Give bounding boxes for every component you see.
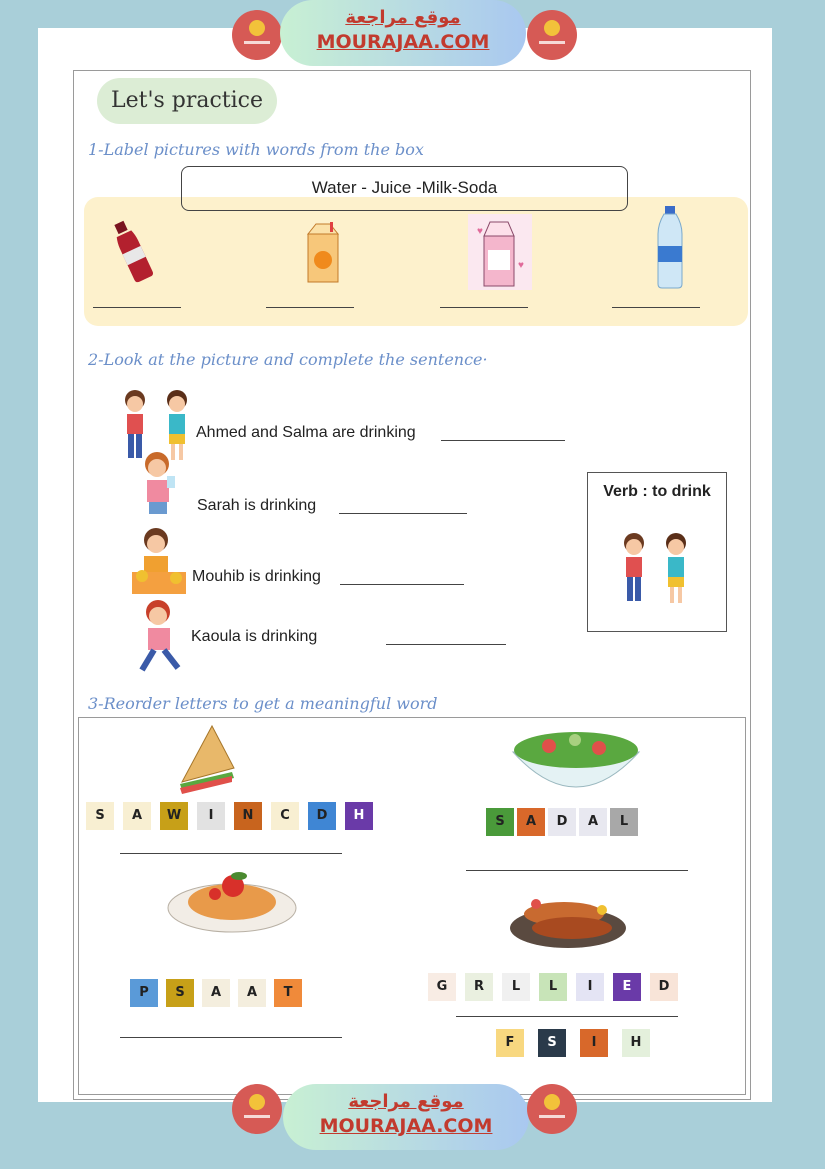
letter-tile-grilled[interactable]: I: [576, 973, 604, 1001]
logo-icon: [232, 1084, 282, 1134]
banner-arabic: موقع مراجعة: [348, 1091, 464, 1112]
children-drinking-icon: [614, 531, 700, 611]
letter-tile-sandwich[interactable]: A: [123, 802, 151, 830]
site-banner-bottom[interactable]: [283, 1084, 529, 1150]
answer-line-sandwich[interactable]: [120, 853, 342, 854]
logo-icon: [527, 1084, 577, 1134]
girl-running-icon: [130, 598, 190, 674]
letter-tile-fish[interactable]: I: [580, 1029, 608, 1057]
letter-tile-fish[interactable]: S: [538, 1029, 566, 1057]
letter-tile-sandwich[interactable]: I: [197, 802, 225, 830]
page-title: Let's practice: [97, 78, 277, 124]
answer-line-4[interactable]: [386, 644, 506, 645]
word-box: Water - Juice -Milk-Soda: [181, 166, 628, 211]
letter-tile-grilled[interactable]: L: [502, 973, 530, 1001]
letter-tile-salad[interactable]: S: [486, 808, 514, 836]
grilled-fish-icon: [506, 880, 630, 952]
site-banner-top[interactable]: [280, 0, 526, 66]
letter-tile-grilled[interactable]: E: [613, 973, 641, 1001]
letter-tile-sandwich[interactable]: N: [234, 802, 262, 830]
answer-line-pasta[interactable]: [120, 1037, 342, 1038]
letter-tile-sandwich[interactable]: D: [308, 802, 336, 830]
letter-tile-grilled[interactable]: L: [539, 973, 567, 1001]
verb-label: Verb : to drink: [603, 483, 711, 500]
pasta-icon: [165, 862, 299, 934]
verb-box: [587, 472, 727, 632]
letter-tile-grilled[interactable]: D: [650, 973, 678, 1001]
letter-tile-pasta[interactable]: S: [166, 979, 194, 1007]
water-bottle-icon: [654, 206, 686, 290]
answer-line-2[interactable]: [339, 513, 467, 514]
logo-icon: [527, 10, 577, 60]
letter-tile-salad[interactable]: L: [610, 808, 638, 836]
boy-drinking-icon: [128, 524, 188, 598]
sentence-2: Sarah is drinking: [197, 497, 317, 514]
svg-text:♥: ♥: [518, 260, 524, 271]
letter-tile-pasta[interactable]: P: [130, 979, 158, 1007]
letter-tile-salad[interactable]: A: [579, 808, 607, 836]
letter-tile-sandwich[interactable]: S: [86, 802, 114, 830]
ex3-title: 3-Reorder letters to get a meaningful word: [88, 694, 438, 713]
letter-tile-salad[interactable]: D: [548, 808, 576, 836]
soda-bottle-icon: [108, 216, 156, 286]
letter-tile-sandwich[interactable]: H: [345, 802, 373, 830]
banner-site[interactable]: MOURAJAA.COM: [319, 1115, 493, 1137]
ex2-title: 2-Look at the picture and complete the sentence·: [88, 350, 488, 369]
girl-drinking-icon: [135, 450, 183, 524]
logo-icon: [232, 10, 282, 60]
answer-line-soda[interactable]: [93, 307, 181, 308]
letter-tile-pasta[interactable]: T: [274, 979, 302, 1007]
svg-text:♥: ♥: [477, 226, 483, 237]
sandwich-icon: [172, 722, 240, 796]
answer-line-1[interactable]: [441, 440, 565, 441]
sentence-4: Kaoula is drinking: [191, 628, 318, 645]
salad-icon: [509, 722, 643, 804]
sentence-3: Mouhib is drinking: [192, 568, 321, 585]
letter-tile-sandwich[interactable]: W: [160, 802, 188, 830]
letter-tile-pasta[interactable]: A: [202, 979, 230, 1007]
letter-tile-fish[interactable]: F: [496, 1029, 524, 1057]
answer-line-milk[interactable]: [440, 307, 528, 308]
letter-tile-fish[interactable]: H: [622, 1029, 650, 1057]
sentence-1: Ahmed and Salma are drinking: [196, 424, 416, 441]
letter-tile-sandwich[interactable]: C: [271, 802, 299, 830]
letter-tile-pasta[interactable]: A: [238, 979, 266, 1007]
answer-line-salad[interactable]: [466, 870, 688, 871]
letter-tile-grilled[interactable]: R: [465, 973, 493, 1001]
answer-line-juice[interactable]: [266, 307, 354, 308]
answer-line-water[interactable]: [612, 307, 700, 308]
answer-line-3[interactable]: [340, 584, 464, 585]
answer-line-grilled[interactable]: [456, 1016, 678, 1017]
milk-carton-icon: [468, 214, 532, 290]
juice-box-icon: [302, 222, 344, 284]
letter-tile-grilled[interactable]: G: [428, 973, 456, 1001]
banner-site[interactable]: MOURAJAA.COM: [316, 31, 490, 53]
ex1-title: 1-Label pictures with words from the box: [88, 140, 424, 159]
banner-arabic: موقع مراجعة: [345, 7, 461, 28]
letter-tile-salad[interactable]: A: [517, 808, 545, 836]
